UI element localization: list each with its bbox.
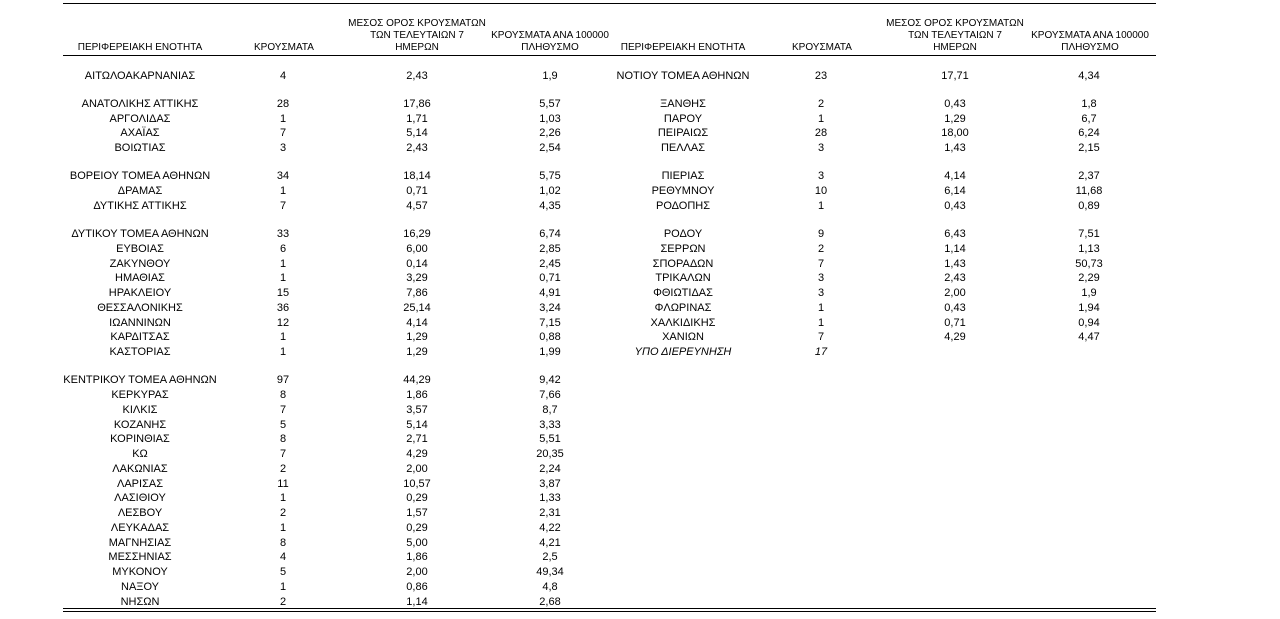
cell-avg: 1,29 [406, 346, 428, 358]
cell-cases: 6 [279, 243, 287, 255]
cell-avg: 4,14 [944, 170, 966, 182]
cell-region: ΞΑΝΘΗΣ [660, 98, 706, 110]
cell-avg: 1,14 [406, 596, 428, 608]
cell-region: ΦΛΩΡΙΝΑΣ [654, 302, 712, 314]
cell-avg: 0,29 [406, 492, 428, 504]
cell-region: ΚΑΣΤΟΡΙΑΣ [109, 346, 171, 358]
top-rule [63, 3, 1156, 4]
cell-region: ΑΝΑΤΟΛΙΚΗΣ ΑΤΤΙΚΗΣ [81, 98, 199, 110]
cell-region: ΛΑΡΙΣΑΣ [116, 478, 164, 490]
cell-region: ΜΑΓΝΗΣΙΑΣ [108, 537, 172, 549]
cell-cases: 3 [817, 170, 825, 182]
cell-avg: 17,71 [941, 70, 969, 82]
cell-region: ΛΑΣΙΘΙΟΥ [114, 492, 166, 504]
cell-cases: 7 [279, 127, 287, 139]
cell-cases: 23 [814, 70, 828, 82]
cell-cases: 97 [276, 374, 290, 386]
cell-cases: 28 [814, 127, 828, 139]
cell-per100k: 6,7 [1081, 113, 1097, 125]
cell-cases: 4 [279, 70, 287, 82]
cell-avg: 10,57 [403, 478, 431, 490]
cell-region: ΧΑΛΚΙΔΙΚΗΣ [650, 317, 716, 329]
cell-region: ΚΟΖΑΝΗΣ [113, 419, 167, 431]
cell-avg: 4,57 [406, 200, 428, 212]
header-region-right: ΠΕΡΙΦΕΡΕΙΑΚΗ ΕΝΟΤΗΤΑ [620, 42, 746, 53]
cell-cases: 1 [279, 258, 287, 270]
cell-avg: 17,86 [403, 98, 431, 110]
cell-per100k: 4,35 [539, 200, 561, 212]
cell-region: ΥΠΟ ΔΙΕΡΕΥΝΗΣΗ [634, 346, 732, 358]
cell-region: ΖΑΚΥΝΘΟΥ [109, 258, 171, 270]
cell-avg: 1,57 [406, 507, 428, 519]
cell-region: ΚΕΝΤΡΙΚΟΥ ΤΟΜΕΑ ΑΘΗΝΩΝ [63, 374, 217, 386]
cell-region: ΚΩ [132, 448, 148, 460]
cell-avg: 1,86 [406, 389, 428, 401]
cell-cases: 1 [279, 185, 287, 197]
cell-avg: 2,43 [944, 272, 966, 284]
cell-per100k: 9,42 [539, 374, 561, 386]
cell-avg: 0,43 [944, 98, 966, 110]
cell-per100k: 4,21 [539, 537, 561, 549]
cell-per100k: 20,35 [536, 448, 564, 460]
cell-avg: 2,71 [406, 433, 428, 445]
cell-per100k: 1,03 [539, 113, 561, 125]
cell-avg: 4,14 [406, 317, 428, 329]
cell-avg: 7,86 [406, 287, 428, 299]
cell-avg: 0,43 [944, 302, 966, 314]
cell-cases: 5 [279, 419, 287, 431]
cell-region: ΛΕΥΚΑΔΑΣ [110, 522, 170, 534]
cell-avg: 5,00 [406, 537, 428, 549]
cell-cases: 34 [276, 170, 290, 182]
cell-region: ΒΟΙΩΤΙΑΣ [114, 142, 166, 154]
cell-region: ΚΑΡΔΙΤΣΑΣ [110, 331, 170, 343]
cell-cases: 33 [276, 228, 290, 240]
cell-per100k: 1,9 [542, 70, 558, 82]
cell-cases: 3 [279, 142, 287, 154]
cell-per100k: 50,73 [1075, 258, 1103, 270]
cell-region: ΜΕΣΣΗΝΙΑΣ [108, 551, 172, 563]
cell-region: ΚΟΡΙΝΘΙΑΣ [110, 433, 170, 445]
cell-region: ΝΑΞΟΥ [121, 581, 159, 593]
cell-avg: 0,86 [406, 581, 428, 593]
cell-avg: 1,29 [944, 113, 966, 125]
cell-cases: 2 [279, 507, 287, 519]
cell-cases: 8 [279, 537, 287, 549]
cell-cases: 1 [279, 522, 287, 534]
cell-avg: 2,43 [406, 70, 428, 82]
cell-per100k: 7,51 [1078, 228, 1100, 240]
header-avg-left: ΜΕΣΟΣ ΟΡΟΣ ΚΡΟΥΣΜΑΤΩΝ ΤΩΝ ΤΕΛΕΥΤΑΙΩΝ 7 ΗΜΕΡΩΝ [348, 18, 486, 53]
cell-cases: 1 [279, 272, 287, 284]
cell-per100k: 0,71 [539, 272, 561, 284]
cell-per100k: 1,8 [1081, 98, 1097, 110]
cell-avg: 16,29 [403, 228, 431, 240]
cell-cases: 2 [279, 596, 287, 608]
cell-avg: 18,00 [941, 127, 969, 139]
cell-per100k: 1,9 [1081, 287, 1097, 299]
cell-per100k: 3,87 [539, 478, 561, 490]
cell-avg: 0,43 [944, 200, 966, 212]
cell-region: ΕΥΒΟΙΑΣ [116, 243, 164, 255]
cell-per100k: 3,33 [539, 419, 561, 431]
header-per100k-right: ΚΡΟΥΣΜΑΤΑ ΑΝΑ 100000 ΠΛΗΘΥΣΜΟ [1031, 30, 1149, 53]
cell-region: ΑΙΤΩΛΟΑΚΑΡΝΑΝΙΑΣ [84, 70, 196, 82]
cell-region: ΑΧΑΪΑΣ [120, 127, 160, 139]
cell-per100k: 0,88 [539, 331, 561, 343]
cell-cases: 3 [817, 142, 825, 154]
cell-per100k: 3,24 [539, 302, 561, 314]
cell-region: ΒΟΡΕΙΟΥ ΤΟΜΕΑ ΑΘΗΝΩΝ [69, 170, 211, 182]
cell-per100k: 2,26 [539, 127, 561, 139]
cell-per100k: 2,29 [1078, 272, 1100, 284]
cell-cases: 7 [279, 404, 287, 416]
cell-avg: 0,14 [406, 258, 428, 270]
cell-region: ΠΙΕΡΙΑΣ [661, 170, 705, 182]
cell-cases: 1 [279, 113, 287, 125]
cell-per100k: 2,37 [1078, 170, 1100, 182]
cell-avg: 1,14 [944, 243, 966, 255]
cell-per100k: 2,85 [539, 243, 561, 255]
cell-per100k: 1,13 [1078, 243, 1100, 255]
cell-per100k: 1,02 [539, 185, 561, 197]
header-region-left: ΠΕΡΙΦΕΡΕΙΑΚΗ ΕΝΟΤΗΤΑ [77, 42, 203, 53]
cell-avg: 2,43 [406, 142, 428, 154]
cell-region: ΚΙΛΚΙΣ [122, 404, 158, 416]
cell-per100k: 4,22 [539, 522, 561, 534]
cell-region: ΣΕΡΡΩΝ [660, 243, 706, 255]
cell-avg: 2,00 [944, 287, 966, 299]
cell-region: ΚΕΡΚΥΡΑΣ [111, 389, 169, 401]
cell-avg: 4,29 [406, 448, 428, 460]
cell-cases: 17 [814, 346, 828, 358]
cell-cases: 12 [276, 317, 290, 329]
cell-per100k: 4,8 [542, 581, 558, 593]
cell-per100k: 49,34 [536, 566, 564, 578]
cell-per100k: 2,15 [1078, 142, 1100, 154]
cell-region: ΔΡΑΜΑΣ [117, 185, 163, 197]
cell-cases: 11 [277, 478, 289, 490]
cell-avg: 6,14 [944, 185, 966, 197]
cell-avg: 2,00 [406, 566, 428, 578]
cell-region: ΗΡΑΚΛΕΙΟΥ [108, 287, 172, 299]
cell-cases: 7 [817, 331, 825, 343]
cell-cases: 1 [817, 302, 825, 314]
cell-cases: 1 [279, 492, 287, 504]
cell-cases: 1 [817, 317, 825, 329]
cell-region: ΛΑΚΩΝΙΑΣ [112, 463, 168, 475]
cell-region: ΗΜΑΘΙΑΣ [115, 272, 165, 284]
cell-region: ΔΥΤΙΚΗΣ ΑΤΤΙΚΗΣ [93, 200, 187, 212]
cell-per100k: 1,94 [1078, 302, 1100, 314]
cell-cases: 1 [279, 346, 287, 358]
cell-cases: 9 [817, 228, 825, 240]
cell-avg: 25,14 [403, 302, 431, 314]
cell-region: ΘΕΣΣΑΛΟΝΙΚΗΣ [97, 302, 183, 314]
cell-cases: 2 [817, 98, 825, 110]
cell-region: ΜΥΚΟΝΟΥ [112, 566, 168, 578]
cell-avg: 3,57 [406, 404, 428, 416]
cell-cases: 8 [279, 389, 287, 401]
cell-avg: 1,29 [406, 331, 428, 343]
cell-per100k: 0,94 [1078, 317, 1100, 329]
cell-per100k: 6,24 [1078, 127, 1100, 139]
cell-per100k: 6,74 [539, 228, 561, 240]
cell-cases: 7 [279, 200, 287, 212]
header-avg-right: ΜΕΣΟΣ ΟΡΟΣ ΚΡΟΥΣΜΑΤΩΝ ΤΩΝ ΤΕΛΕΥΤΑΙΩΝ 7 ΗΜΕΡΩΝ [886, 18, 1024, 53]
cell-per100k: 2,45 [539, 258, 561, 270]
header-cases-right: ΚΡΟΥΣΜΑΤΑ [792, 42, 852, 53]
cell-region: ΡΟΔΟΠΗΣ [655, 200, 711, 212]
cell-per100k: 5,57 [539, 98, 561, 110]
cell-per100k: 2,68 [539, 596, 561, 608]
cell-per100k: 4,47 [1078, 331, 1100, 343]
cell-region: ΠΕΛΛΑΣ [660, 142, 706, 154]
cell-per100k: 7,15 [539, 317, 561, 329]
cell-avg: 1,43 [944, 142, 966, 154]
cell-avg: 5,14 [406, 419, 428, 431]
cell-cases: 4 [279, 551, 287, 563]
cell-avg: 1,43 [944, 258, 966, 270]
cell-region: ΤΡΙΚΑΛΩΝ [655, 272, 711, 284]
cell-avg: 6,43 [944, 228, 966, 240]
header-per100k-left: ΚΡΟΥΣΜΑΤΑ ΑΝΑ 100000 ΠΛΗΘΥΣΜΟ [491, 30, 609, 53]
cell-per100k: 4,91 [539, 287, 561, 299]
cell-cases: 15 [276, 287, 290, 299]
cell-region: ΡΕΘΥΜΝΟΥ [651, 185, 715, 197]
cell-per100k: 5,51 [539, 433, 561, 445]
cell-region: ΙΩΑΝΝΙΝΩΝ [109, 317, 171, 329]
cell-region: ΠΑΡΟΥ [663, 113, 703, 125]
cell-region: ΡΟΔΟΥ [663, 228, 703, 240]
cell-cases: 36 [276, 302, 290, 314]
cell-cases: 2 [817, 243, 825, 255]
cell-avg: 2,00 [406, 463, 428, 475]
cell-avg: 0,29 [406, 522, 428, 534]
cell-avg: 4,29 [944, 331, 966, 343]
cell-avg: 3,29 [406, 272, 428, 284]
cell-per100k: 2,5 [542, 551, 558, 563]
cell-per100k: 1,99 [539, 346, 561, 358]
cell-cases: 7 [817, 258, 825, 270]
cell-cases: 1 [817, 200, 825, 212]
cell-per100k: 1,33 [539, 492, 561, 504]
cell-avg: 18,14 [403, 170, 431, 182]
cell-per100k: 2,31 [539, 507, 561, 519]
cell-region: ΧΑΝΙΩΝ [662, 331, 704, 343]
cell-cases: 10 [814, 185, 828, 197]
cell-region: ΝΟΤΙΟΥ ΤΟΜΕΑ ΑΘΗΝΩΝ [616, 70, 750, 82]
cell-avg: 0,71 [944, 317, 966, 329]
cell-avg: 1,86 [406, 551, 428, 563]
cell-per100k: 0,89 [1078, 200, 1100, 212]
cell-cases: 3 [817, 287, 825, 299]
cell-per100k: 11,68 [1075, 185, 1103, 197]
cell-region: ΛΕΣΒΟΥ [117, 507, 163, 519]
cell-cases: 2 [279, 463, 287, 475]
cell-cases: 1 [279, 581, 287, 593]
cell-region: ΑΡΓΟΛΙΔΑΣ [109, 113, 171, 125]
cell-per100k: 5,75 [539, 170, 561, 182]
cell-avg: 6,00 [406, 243, 428, 255]
cell-region: ΠΕΙΡΑΙΩΣ [657, 127, 709, 139]
cell-per100k: 7,66 [539, 389, 561, 401]
cell-avg: 1,71 [406, 113, 428, 125]
cell-cases: 5 [279, 566, 287, 578]
bottom-rule-1 [63, 608, 1156, 609]
cell-region: ΔΥΤΙΚΟΥ ΤΟΜΕΑ ΑΘΗΝΩΝ [71, 228, 209, 240]
cell-cases: 7 [279, 448, 287, 460]
bottom-rule-2 [63, 611, 1156, 612]
header-cases-left: ΚΡΟΥΣΜΑΤΑ [254, 42, 314, 53]
cell-per100k: 2,54 [539, 142, 561, 154]
cell-cases: 1 [279, 331, 287, 343]
cell-avg: 0,71 [406, 185, 428, 197]
cell-per100k: 4,34 [1078, 70, 1100, 82]
cell-region: ΝΗΣΩΝ [120, 596, 160, 608]
cell-cases: 3 [817, 272, 825, 284]
cell-avg: 44,29 [403, 374, 431, 386]
cell-per100k: 2,24 [539, 463, 561, 475]
cell-per100k: 8,7 [542, 404, 558, 416]
header-rule [63, 55, 1156, 56]
cell-avg: 5,14 [406, 127, 428, 139]
cell-region: ΦΘΙΩΤΙΔΑΣ [653, 287, 713, 299]
cell-region: ΣΠΟΡΑΔΩΝ [652, 258, 714, 270]
cell-cases: 8 [279, 433, 287, 445]
cell-cases: 28 [276, 98, 290, 110]
cell-cases: 1 [817, 113, 825, 125]
